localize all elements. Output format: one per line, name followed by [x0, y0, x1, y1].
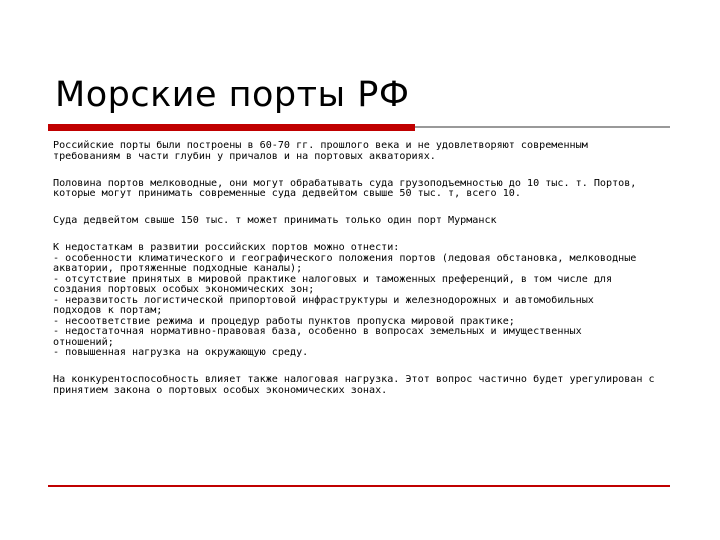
text-line: - неразвитость логистической припортовой инфраструктуры и железнодорожных и автомобильных	[53, 294, 594, 306]
text-line: - отсутствие принятых в мировой практике налоговых и таможенных преференций, в том числе для	[53, 273, 613, 285]
paragraph	[53, 375, 673, 396]
text-line: требованиям в части глубин у причалов и на портовых акваториях.	[53, 150, 436, 162]
text-line: - недостаточная нормативно-правовая база, особенно в вопросах земельных и имущественных	[53, 326, 582, 337]
text-line: - особенности климатического и географического положения портов (ледовая обстановка, мелководные	[53, 252, 637, 264]
text-line: Половина портов мелководные, они могут обрабатывать суда грузоподъемностью до 10 тыс. т. Портов,	[53, 177, 637, 189]
text-line: На конкурентоспособность влияет также налоговая нагрузка. Этот вопрос частично будет урегулирован с	[53, 374, 655, 385]
text-line: принятием закона о портовых особых экономических зонах.	[53, 384, 388, 396]
text-line: создания портовых особых экономических зон;	[53, 284, 315, 295]
slide-body	[53, 141, 673, 413]
paragraph	[53, 179, 673, 200]
text-line: - повышенная нагрузка на окружающую среду.	[53, 347, 309, 358]
text-line: - несоответствие режима и процедур работы пунктов пропуска мировой практике;	[53, 315, 515, 327]
title-divider-line	[415, 126, 670, 128]
paragraph	[53, 141, 673, 162]
text-line: Суда дедвейтом свыше 150 тыс. т может принимать только один порт Мурманск	[53, 215, 497, 226]
text-line: К недостаткам в развитии российских портов можно отнести:	[53, 242, 400, 253]
text-line: отношений;	[53, 336, 114, 348]
text-line: Российские порты были построены в 60-70 гг. прошлого века и не удовлетворяют современным	[53, 140, 588, 151]
footer-rule	[48, 485, 670, 487]
text-line: акватории, протяженные подходные каналы);	[53, 263, 303, 274]
paragraph	[53, 243, 673, 359]
text-line: подходов к портам;	[53, 305, 163, 316]
title-accent-bar	[48, 124, 415, 131]
paragraph	[53, 216, 673, 227]
slide-title: Морские порты РФ	[55, 75, 410, 115]
text-line: которые могут принимать современные суда дедвейтом свыше 50 тыс. т, всего 10.	[53, 188, 521, 199]
